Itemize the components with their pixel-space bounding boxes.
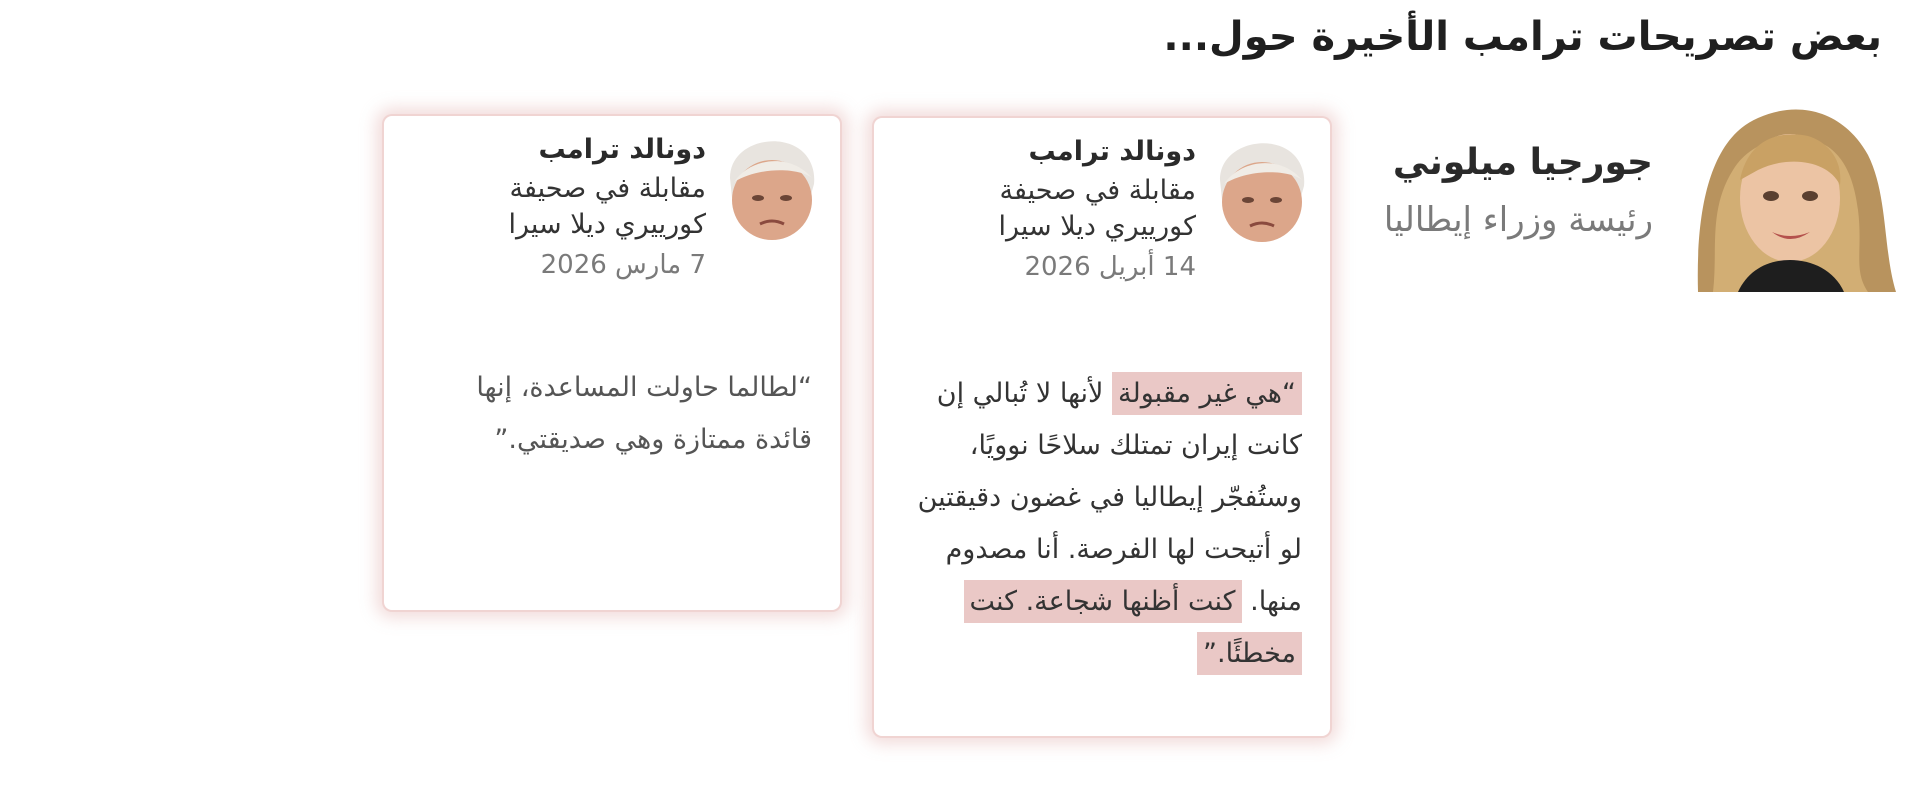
card-source: مقابلة في صحيفة كورييري ديلا سيرا [508, 173, 706, 240]
portrait-avatar-icon [720, 138, 820, 244]
subject-photo [1678, 100, 1898, 292]
card-author: دونالد ترامب [1028, 136, 1196, 167]
quote-highlight: “هي غير مقبولة [1112, 372, 1302, 415]
quote-card [874, 118, 1330, 736]
subject-role: رئيسة وزراء إيطاليا [1383, 200, 1653, 240]
card-date: 14 أبريل 2026 [1024, 252, 1196, 282]
card-quote [902, 368, 1302, 680]
subject-name: جورجيا ميلوني [1392, 142, 1653, 183]
quote-text: لأنها لا تُبالي إن كانت إيران تمتلك سلاحًا نوويًا، وستُفجّر إيطاليا في غضون دقيقتين لو أتيحت لها الفرصة. أنا مصدوم منها. [917, 378, 1302, 617]
card-quote: “لطالما حاولت المساعدة، إنها قائدة ممتازة وهي صديقتي.” [476, 372, 812, 455]
portrait-avatar-icon [1210, 140, 1310, 246]
quote-card [384, 116, 840, 610]
card-source: مقابلة في صحيفة كورييري ديلا سيرا [998, 175, 1196, 242]
page-heading: بعض تصريحات ترامب الأخيرة حول... [1163, 14, 1882, 60]
card-author: دونالد ترامب [538, 134, 706, 165]
quote-highlight: كنت أظنها شجاعة. كنت مخطئًا.” [964, 580, 1303, 675]
card-date: 7 مارس 2026 [540, 250, 706, 280]
